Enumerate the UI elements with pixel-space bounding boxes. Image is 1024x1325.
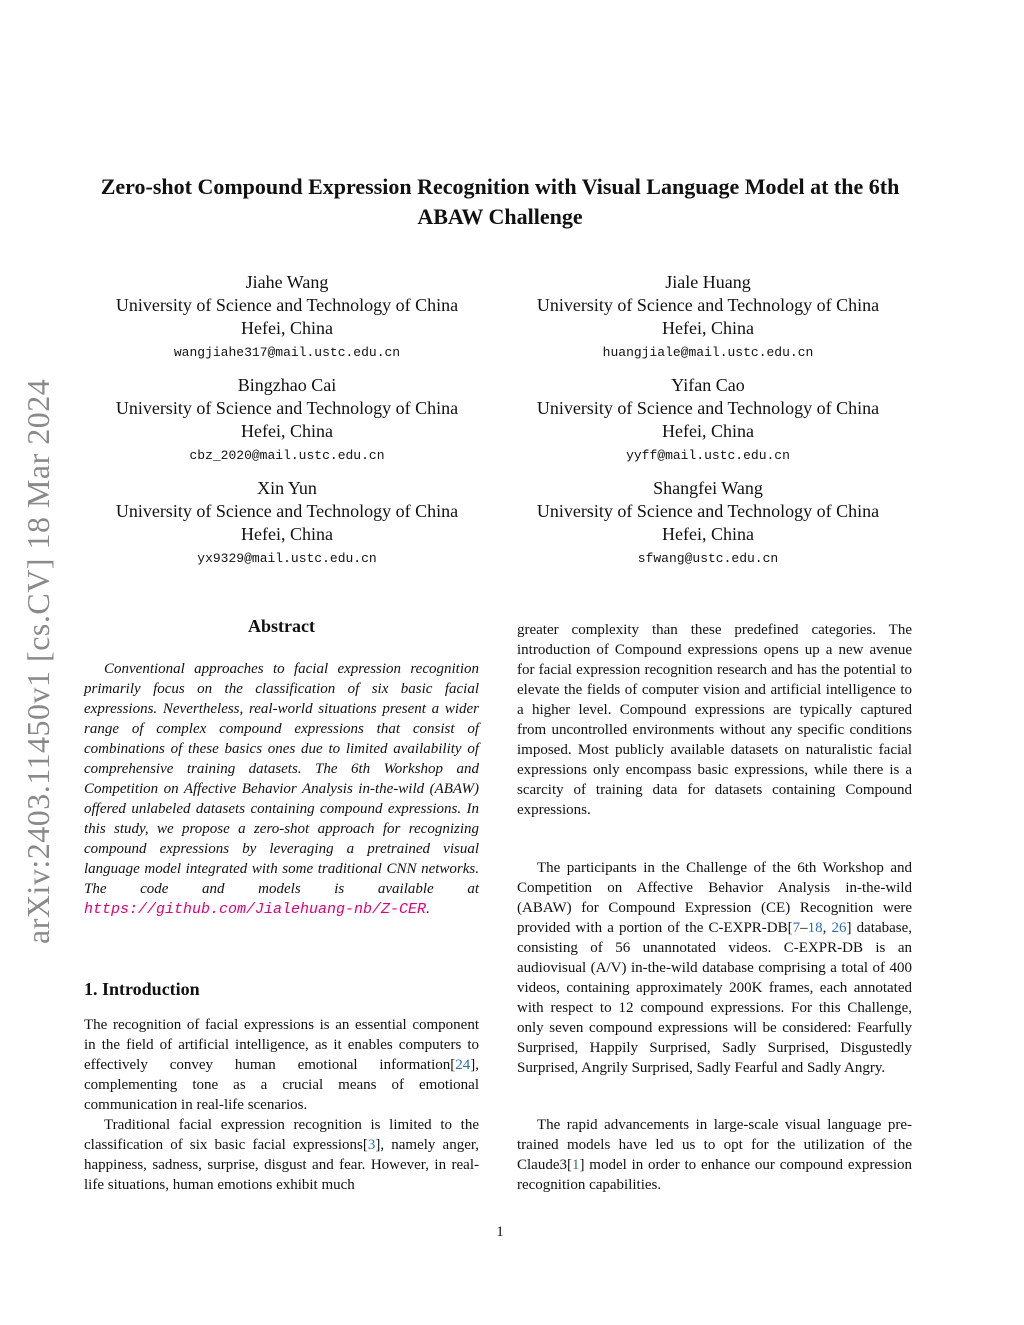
abstract-end: . (426, 901, 430, 917)
paragraph-text: ], namely anger, happiness, sadness, surprise, disgust and fear. However, in real-life situations, human emotions exhibit much (84, 1137, 480, 1193)
author-email[interactable]: yyff@mail.ustc.edu.cn (626, 448, 790, 463)
abstract-heading: Abstract (248, 616, 315, 636)
author-email[interactable]: wangjiahe317@mail.ustc.edu.cn (173, 345, 401, 360)
citation-range-dash: – (800, 920, 808, 936)
citation-link[interactable]: 1 (571, 1157, 580, 1173)
author-location: Hefei, China (241, 421, 333, 441)
author-block (498, 271, 918, 363)
paragraph (84, 1115, 479, 1195)
abstract-text (84, 659, 479, 920)
citation-link[interactable]: 7 (792, 920, 801, 936)
citation-link[interactable]: 24 (455, 1057, 471, 1073)
introduction-left-column (84, 1015, 479, 1195)
page-number: 1 (496, 1224, 504, 1240)
author-location: Hefei, China (662, 318, 754, 338)
author-email[interactable]: huangjiale@mail.ustc.edu.cn (602, 345, 814, 360)
paragraph-text: Traditional facial expression recognition is limited to the classification of six basic facial expressions[ (84, 1117, 479, 1153)
paragraph: greater complexity than these predefined categories. The introduction of Compound expressions opens up a new avenue for facial expression recognition research and has the potential to elevate the fields of computer vision and artificial intelligence to a higher level. Compound expressions are typically captured from uncontrolled environments without any specific conditions imposed. Most publicly available datasets on naturalistic facial expressions only encompass basic expressions, while there is a scarcity of training data for datasets containing Compound expressions. (517, 622, 912, 818)
author-affiliation: University of Science and Technology of China (536, 398, 880, 418)
paper-title: Zero-shot Compound Expression Recognition with Visual Language Model at the 6th ABAW Challenge (100, 174, 900, 229)
citation-link[interactable]: 18 (807, 920, 823, 936)
citation-link[interactable]: 26 (831, 920, 847, 936)
author-block (77, 271, 497, 363)
author-location: Hefei, China (241, 318, 333, 338)
paragraph (517, 858, 912, 1078)
citation-link[interactable]: 3 (367, 1137, 376, 1153)
author-name: Bingzhao Cai (237, 375, 337, 395)
author-affiliation: University of Science and Technology of China (115, 295, 459, 315)
author-location: Hefei, China (241, 524, 333, 544)
paragraph (84, 1015, 479, 1115)
author-affiliation: University of Science and Technology of China (115, 398, 459, 418)
author-name: Jiahe Wang (245, 272, 329, 292)
author-block (498, 374, 918, 466)
paragraph-text: ], complementing tone as a crucial means of emotional communication in real-life scenarios. (84, 1057, 479, 1113)
paragraph (517, 1115, 912, 1195)
author-name: Yifan Cao (671, 375, 745, 395)
author-affiliation: University of Science and Technology of China (115, 501, 459, 521)
abstract-body-text: Conventional approaches to facial expression recognition primarily focus on the classification of six basic facial expressions. Nevertheless, real-world situations present a wider range of complex compound expressions that consist of combinations of these basics ones due to limited availability of comprehensive training datasets. The 6th Workshop and Competition on Affective Behavior Analysis in-the-wild (ABAW) offered unlabeled datasets containing compound expressions. In this study, we propose a zero-shot approach for recognizing compound expressions by leveraging a pretrained visual language model integrated with some traditional CNN networks. The code and models is available at (84, 661, 479, 897)
author-name: Jiale Huang (665, 272, 751, 292)
author-location: Hefei, China (662, 524, 754, 544)
arxiv-identifier: arXiv:2403.11450v1 [cs.CV] 18 Mar 2024 (20, 378, 56, 944)
author-block (77, 477, 497, 569)
author-name: Shangfei Wang (653, 478, 763, 498)
author-affiliation: University of Science and Technology of China (536, 295, 880, 315)
author-email[interactable]: sfwang@ustc.edu.cn (637, 551, 779, 566)
paragraph-text: ] database, consisting of 56 unannotated videos. C-EXPR-DB is an audiovisual (A/V) in-the-wild database comprising a total of 400 videos, containing approximately 200K frames, each annotated with respect to 12 compound expressions. For this Challenge, only seven compound expressions will be considered: Fearfully Surprised, Happily Surprised, Sadly Surprised, Disgustedly Surprised, Angrily Surprised, Sadly Fearful and Sadly Angry. (517, 920, 913, 1076)
author-block (77, 374, 497, 466)
author-name: Xin Yun (257, 478, 317, 498)
paragraph-text: The recognition of facial expressions is an essential component in the field of artificial intelligence, as it enables computers to effectively convey human emotional information[ (84, 1017, 479, 1073)
paragraph-text: ] model in order to enhance our compound expression recognition capabilities. (517, 1157, 912, 1193)
author-block (498, 477, 918, 569)
paragraph-text: The rapid advancements in large-scale visual language pre-trained models have led us to opt for the utilization of the Claude3[ (517, 1117, 912, 1173)
paragraph-text: The participants in the Challenge of the 6th Workshop and Competition on Affective Behavior Analysis in-the-wild (ABAW) for Compound Expression (CE) Recognition were provided with a portion of the C-EXPR-DB[ (517, 860, 912, 936)
citation-separator: , (822, 920, 832, 936)
code-repository-link[interactable]: https://github.com/Jialehuang-nb/Z-CER (84, 901, 427, 918)
author-affiliation: University of Science and Technology of China (536, 501, 880, 521)
author-email[interactable]: yx9329@mail.ustc.edu.cn (197, 551, 377, 566)
author-email[interactable]: cbz_2020@mail.ustc.edu.cn (189, 448, 385, 463)
author-location: Hefei, China (662, 421, 754, 441)
section-heading-introduction: 1. Introduction (84, 979, 200, 999)
